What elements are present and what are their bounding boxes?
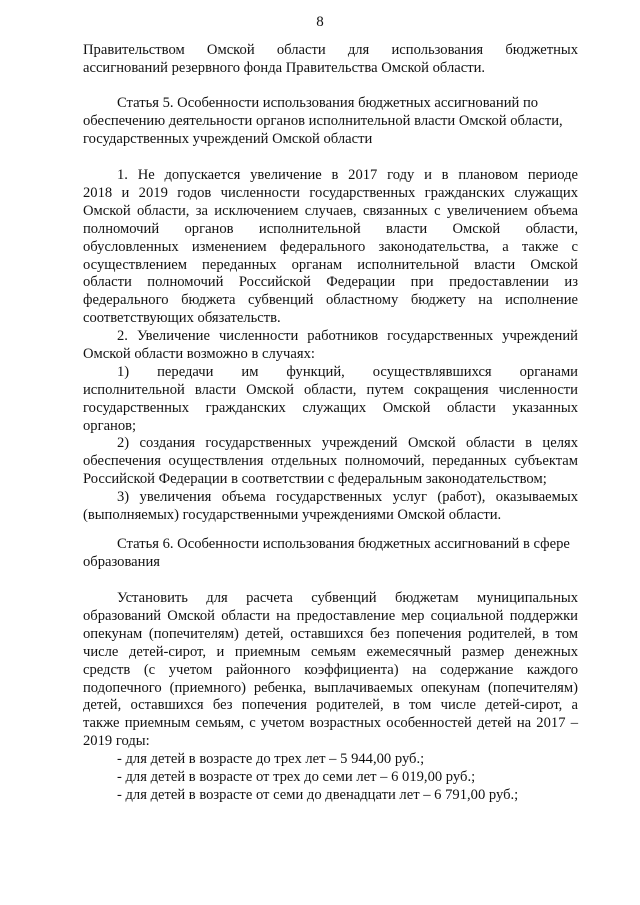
page-number: 8 [316, 14, 324, 30]
text-line: подопечного (приемного) ребенка, выплачиваемых опекунам (попечителям) [83, 679, 578, 696]
text-line: государственных гражданских служащих Омской области указанных [83, 399, 578, 416]
article-5-heading: Статья 5. Особенности использования бюджетных ассигнований по обеспечению деятельности органов исполнительной власти Омской области, государственных учреждений Омской области [83, 95, 563, 147]
text-line: Омской области, за исключением случаев, связанных с увеличением объема [83, 202, 578, 219]
article-5-item-3 [83, 489, 578, 525]
text-line: Установить для расчета субвенций бюджетам муниципальных [117, 590, 578, 606]
article-6-list [83, 751, 578, 805]
text-line: области полномочий Российской Федерации при предоставлении из [83, 274, 578, 291]
text-line: федерального бюджета субвенций областному бюджету на исполнение [83, 292, 578, 309]
article-5-paragraph-2 [83, 328, 578, 364]
text-line: исполнительной власти Омской области, путем сокращения численности [83, 381, 578, 398]
text-line: детей, оставшихся без попечения родителей, в том числе детей-сирот, а [83, 697, 578, 714]
text-line: (выполняемых) государственными учреждениями Омской области. [83, 506, 502, 523]
text-line: обусловленных изменением федерального законодательства, а также с [83, 238, 578, 255]
text-line: ассигнований резервного фонда Правительства Омской области. [83, 59, 486, 76]
text-line: 2018 и 2019 годов численности государственных гражданских служащих [83, 184, 578, 201]
text-line: опекунам (попечителям) детей, оставшихся без попечения родителей, в том [83, 625, 578, 642]
text-line: осуществлением переданных органам исполнительной власти Омской [83, 256, 578, 273]
text-line: органов; [83, 417, 137, 434]
text-line: средств (с учетом районного коэффициента) на содержание каждого [83, 661, 578, 678]
text-line: также приемным семьям, с учетом возрастных особенностей детей на 2017 – [83, 715, 578, 732]
article-6-heading-block [83, 536, 578, 572]
article-5-heading-block [83, 95, 578, 149]
text-line: 2019 годы: [83, 733, 150, 750]
intro-paragraph [83, 42, 578, 78]
text-line: обеспечения осуществления отдельных полномочий, переданных субъектам [83, 452, 578, 469]
article-6-paragraph-1 [83, 590, 578, 751]
article-5-paragraph-1 [83, 167, 578, 328]
article-5-item-1 [83, 364, 578, 436]
list-item: - для детей в возрасте от трех до семи лет – 6 019,00 руб.; [117, 768, 476, 785]
text-line: Омской области возможно в случаях: [83, 345, 315, 362]
text-line: 1. Не допускается увеличение в 2017 году и в плановом периоде [117, 167, 578, 183]
text-line: образований Омской области на предоставление мер социальной поддержки [83, 607, 578, 624]
list-item: - для детей в возрасте до трех лет – 5 944,00 руб.; [117, 751, 425, 767]
article-5-item-2 [83, 435, 578, 489]
text-line: Российской Федерации в соответствии с федеральным законодательством; [83, 470, 547, 487]
text-line: 1) передачи им функций, осуществлявшихся органами [117, 364, 578, 380]
text-line: 2. Увеличение численности работников государственных учреждений [117, 328, 578, 344]
text-line: 3) увеличения объема государственных услуг (работ), оказываемых [117, 489, 578, 505]
text-line: 2) создания государственных учреждений Омской области в целях [117, 435, 578, 451]
text-line: полномочий органов исполнительной власти Омской области, [83, 220, 578, 237]
list-item: - для детей в возрасте от семи до двенадцати лет – 6 791,00 руб.; [117, 786, 519, 803]
text-line: соответствующих обязательств. [83, 310, 281, 327]
text-line: числе детей-сирот, и приемным семьям ежемесячный размер денежных [83, 643, 578, 660]
article-6-heading: Статья 6. Особенности использования бюджетных ассигнований в сфере образования [83, 536, 570, 570]
text-line: Правительством Омской области для использования бюджетных [83, 42, 578, 58]
